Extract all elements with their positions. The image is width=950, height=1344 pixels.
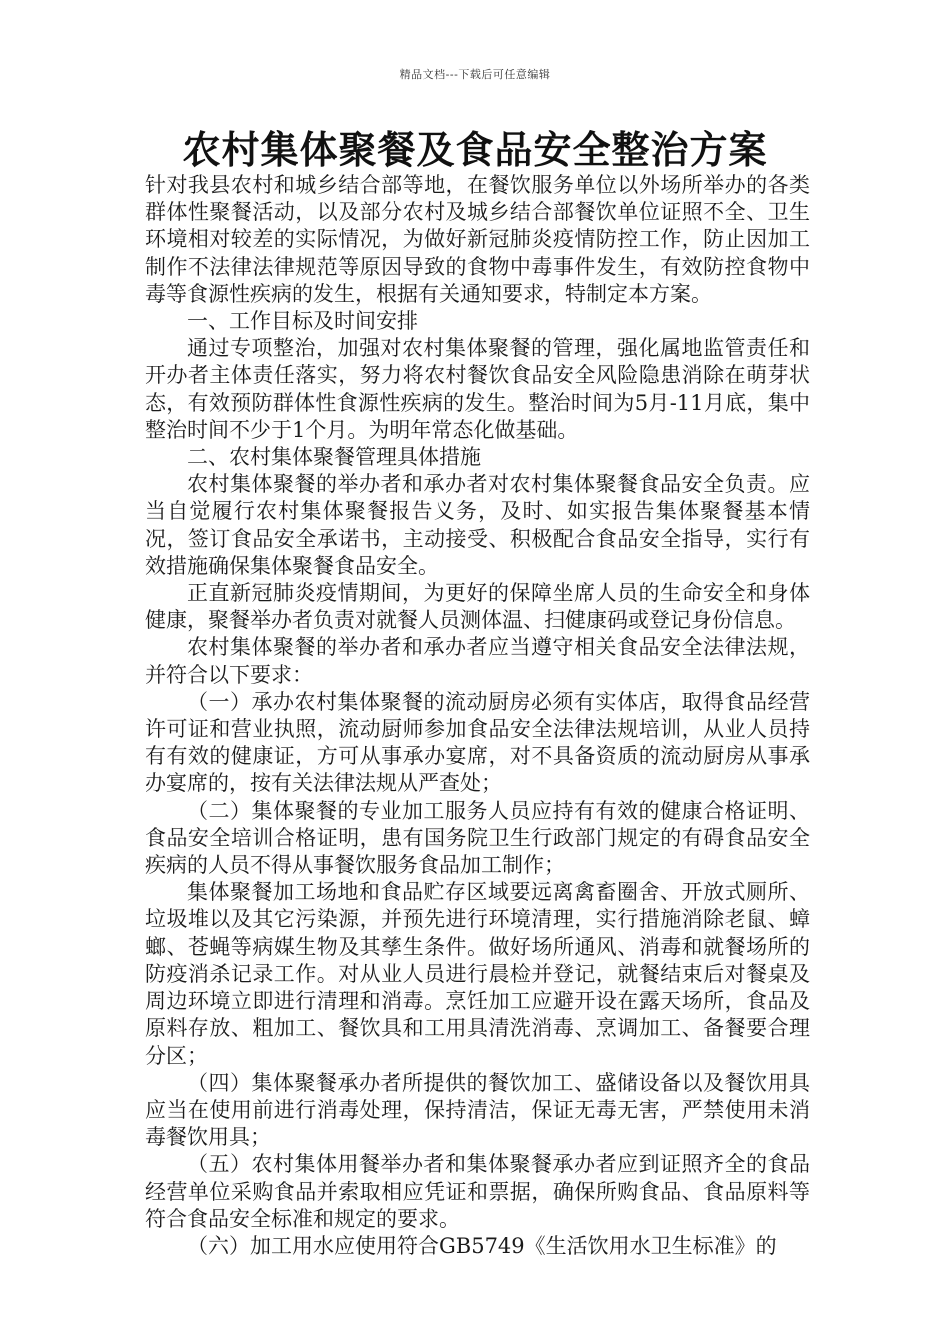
paragraph: 集体聚餐加工场地和食品贮存区域要远离禽畜圈舍、开放式厕所、垃圾堆以及其它污染源，并预先进行环境清理，实行措施消除老鼠、蟑螂、苍蝇等病媒生物及其孳生条件。做好场所通风、消毒和就餐场所的防疫消杀记录工作。对从业人员进行晨检并登记，就餐结束后对餐桌及周边环境立即进行清理和消毒。烹饪加工应避开设在露天场所，食品及原料存放、粗加工、餐饮具和工用具清洗消毒、烹调加工、备餐要合理分区； — [145, 880, 810, 1068]
list-item: （五）农村集体用餐举办者和集体聚餐承办者应到证照齐全的食品经营单位采购食品并索取相应凭证和票据，确保所购食品、食品原料等符合食品安全标准和规定的要求。 — [145, 1152, 810, 1231]
document-title: 农村集体聚餐及食品安全整治方案 — [182, 128, 768, 172]
paragraph: 通过专项整治，加强对农村集体聚餐的管理，强化属地监管责任和开办者主体责任落实，努力将农村餐饮食品安全风险隐患消除在萌芽状态，有效预防群体性食源性疾病的发生。整治时间为5月-11月底，集中整治时间不少于1个月。为明年常态化做基础。 — [145, 336, 810, 442]
document-body — [145, 172, 810, 1260]
paragraph: 农村集体聚餐的举办者和承办者应当遵守相关食品安全法律法规，并符合以下要求： — [145, 635, 810, 687]
section-heading-1: 一、工作目标及时间安排 — [187, 309, 418, 334]
list-item: （四）集体聚餐承办者所提供的餐饮加工、盛储设备以及餐饮用具应当在使用前进行消毒处理，保持清洁，保证无毒无害，严禁使用未消毒餐饮用具； — [145, 1070, 810, 1150]
section-heading-2: 二、农村集体聚餐管理具体措施 — [187, 445, 481, 470]
list-item: （二）集体聚餐的专业加工服务人员应持有有效的健康合格证明、食品安全培训合格证明，患有国务院卫生行政部门规定的有碍食品安全疾病的人员不得从事餐饮服务食品加工制作； — [145, 798, 810, 878]
header-note: 精品文档---下载后可任意编辑 — [399, 68, 551, 81]
paragraph: 正直新冠肺炎疫情期间，为更好的保障坐席人员的生命安全和身体健康，聚餐举办者负责对就餐人员测体温、扫健康码或登记身份信息。 — [145, 581, 810, 633]
list-item: （一）承办农村集体聚餐的流动厨房必须有实体店，取得食品经营许可证和营业执照，流动厨师参加食品安全法律法规培训，从业人员持有有效的健康证，方可从事承办宴席，对不具备资质的流动厨房从事承办宴席的，按有关法律法规从严查处； — [145, 689, 810, 796]
paragraph: 农村集体聚餐的举办者和承办者对农村集体聚餐食品安全负责。应当自觉履行农村集体聚餐报告义务，及时、如实报告集体聚餐基本情况，签订食品安全承诺书，主动接受、积极配合食品安全指导，实行有效措施确保集体聚餐食品安全。 — [145, 472, 810, 578]
list-item: （六）加工用水应使用符合GB5749《生活饮用水卫生标准》的 — [187, 1233, 777, 1258]
paragraph-intro: 针对我县农村和城乡结合部等地，在餐饮服务单位以外场所举办的各类群体性聚餐活动，以及部分农村及城乡结合部餐饮单位证照不全、卫生环境相对较差的实际情况，为做好新冠肺炎疫情防控工作，防止因加工制作不法律法律规范等原因导致的食物中毒事件发生，有效防控食物中毒等食源性疾病的发生，根据有关通知要求，特制定本方案。 — [145, 173, 810, 306]
